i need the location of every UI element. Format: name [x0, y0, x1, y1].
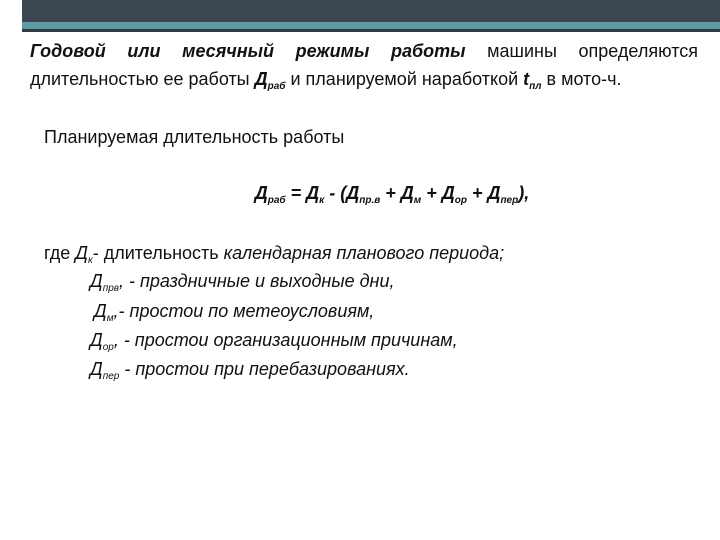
intro-t-letter: t	[523, 68, 530, 89]
intro-d	[254, 68, 286, 92]
formula	[30, 180, 698, 208]
formula-sub-a: раб	[267, 194, 286, 206]
formula-part-a: Д	[254, 182, 268, 203]
intro-d-letter: Д	[254, 68, 268, 89]
where-line	[44, 240, 698, 268]
item-d: Д	[90, 329, 103, 350]
item-text: , - праздничные и выходные дни,	[118, 271, 395, 292]
formula-part-g: ),	[518, 182, 530, 203]
where-dash: - длительность	[92, 242, 224, 263]
formula-part-e: + Д	[421, 182, 455, 203]
intro-text-1: машины определяются длительностью ее работы	[30, 41, 698, 89]
intro-lead: Годовой или месячный режимы работы	[30, 41, 466, 61]
formula-sub-e: ор	[454, 194, 467, 206]
where-d-letter: Д	[75, 242, 88, 263]
top-bar	[22, 0, 720, 22]
item-sub: прв	[102, 283, 119, 295]
top-stripe-dark	[22, 29, 720, 32]
item-text: ,- простои по метеоусловиям,	[113, 300, 375, 321]
list-item	[90, 355, 698, 384]
formula-part-f: + Д	[466, 182, 501, 203]
where-d-sub: к	[87, 254, 93, 266]
item-text: , - простои организационным причинам,	[113, 329, 458, 350]
intro-t-sub: пл	[529, 80, 542, 92]
list-item	[94, 297, 698, 326]
intro-t	[523, 68, 542, 92]
list-item	[90, 326, 698, 355]
item-sub: ор	[102, 341, 114, 353]
slide-content	[30, 38, 698, 384]
item-text: - простои при перебазированиях.	[119, 358, 410, 379]
intro-text-3: в мото-ч.	[541, 68, 622, 89]
where-prefix: где	[44, 242, 76, 263]
paragraph-intro	[30, 38, 698, 94]
item-sub: м	[106, 312, 114, 324]
intro-d-sub: раб	[267, 80, 286, 92]
item-d: Д	[94, 300, 107, 321]
formula-part-d: + Д	[380, 182, 414, 203]
list-item	[90, 267, 698, 296]
formula-sub-b: к	[319, 194, 325, 206]
intro-text-2: и планируемой наработкой	[285, 68, 524, 89]
paragraph-planned: Планируемая длительность работы	[44, 126, 345, 147]
formula-part-b: = Д	[285, 182, 320, 203]
top-stripe	[22, 22, 720, 29]
where-d	[75, 242, 93, 266]
item-sub: пер	[102, 370, 120, 382]
item-d: Д	[90, 358, 103, 379]
formula-sub-d: м	[413, 194, 422, 206]
formula-sub-f: пер	[500, 194, 519, 206]
formula-part-c: - (Д	[324, 182, 360, 203]
item-d: Д	[90, 271, 103, 292]
formula-sub-c: пр.в	[359, 194, 381, 206]
where-rest: календарная планового периода;	[223, 242, 505, 263]
